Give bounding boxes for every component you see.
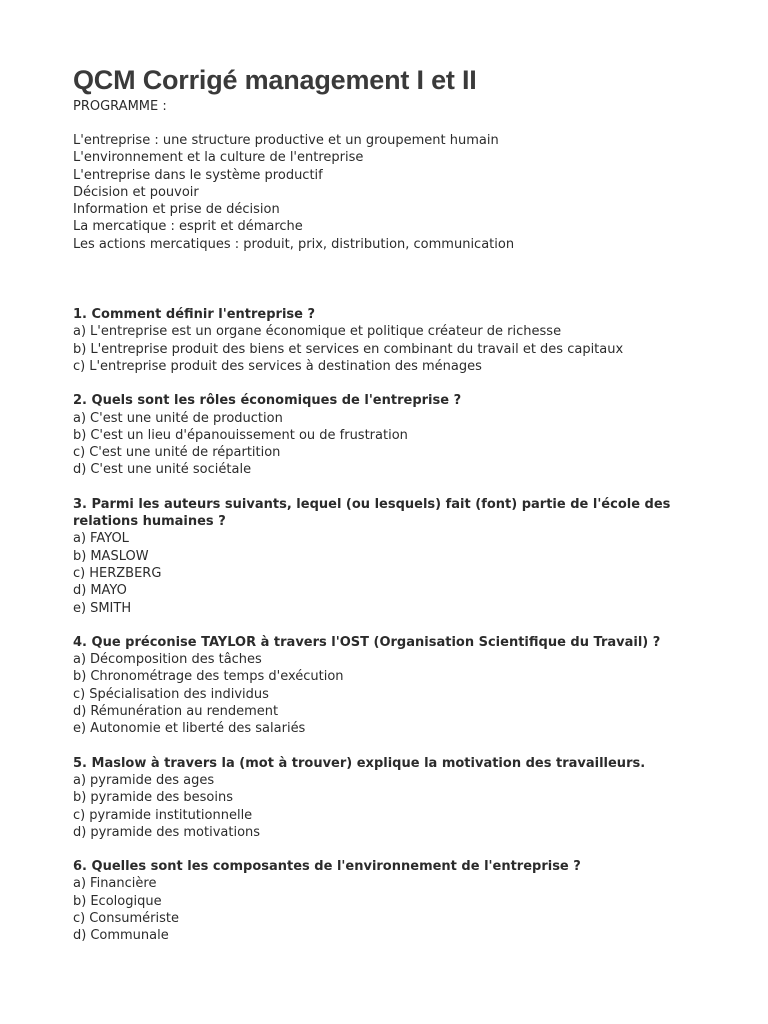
option-letter: c) [73, 807, 86, 823]
question-number: 2. [73, 393, 87, 409]
question-number: 6. [73, 859, 87, 875]
question-label: Comment définir l'entreprise ? [91, 307, 316, 323]
question-number: 5. [73, 755, 87, 771]
option-item [73, 789, 723, 806]
option-item [73, 686, 723, 703]
option-letter: a) [73, 531, 87, 547]
program-item: Les actions mercatiques : produit, prix, distribution, communication [73, 236, 515, 252]
option-letter: b) [73, 669, 87, 685]
option-list [73, 651, 723, 737]
option-item [73, 910, 723, 927]
option-letter: d) [73, 704, 87, 720]
question-number: 3. [73, 496, 87, 512]
option-item [73, 548, 723, 565]
question-text [73, 306, 723, 323]
option-item [73, 323, 723, 340]
option-item [73, 530, 723, 547]
option-text: Ecologique [90, 893, 162, 909]
option-letter: c) [73, 686, 86, 702]
option-text: MAYO [90, 583, 127, 599]
question-text [73, 858, 723, 875]
question-list [73, 306, 723, 945]
question-label: Maslow à travers la (mot à trouver) explique la motivation des travailleurs. [91, 755, 646, 771]
question-3 [73, 496, 723, 617]
option-text: Financière [90, 876, 157, 892]
question-text [73, 496, 723, 531]
question-label: Parmi les auteurs suivants, lequel (ou lesquels) fait (font) partie de l'école des relations humaines ? [73, 496, 671, 530]
program-item: L'entreprise : une structure productive et un groupement humain [73, 133, 499, 148]
question-5 [73, 755, 723, 841]
option-letter: d) [73, 462, 87, 478]
option-letter: e) [73, 721, 87, 737]
option-item [73, 427, 723, 444]
option-list [73, 410, 723, 479]
question-label: Que préconise TAYLOR à travers l'OST (Organisation Scientifique du Travail) ? [91, 634, 661, 650]
option-item [73, 358, 723, 375]
option-text: C'est une unité de production [90, 410, 283, 426]
option-item [73, 893, 723, 910]
option-letter: a) [73, 652, 87, 668]
option-item [73, 600, 723, 617]
option-letter: b) [73, 893, 87, 909]
option-item [73, 668, 723, 685]
option-text: L'entreprise est un organe économique et politique créateur de richesse [90, 324, 562, 340]
option-text: pyramide des besoins [90, 790, 233, 806]
question-2 [73, 392, 723, 478]
option-letter: a) [73, 410, 87, 426]
option-text: Rémunération au rendement [90, 704, 279, 720]
document-title: QCM Corrigé management I et II [73, 65, 477, 95]
program-label: PROGRAMME : [73, 99, 167, 114]
option-item [73, 875, 723, 892]
option-text: C'est un lieu d'épanouissement ou de frustration [90, 427, 408, 443]
option-list [73, 323, 723, 375]
option-text: C'est une unité sociétale [90, 462, 252, 478]
option-letter: a) [73, 876, 87, 892]
program-item: La mercatique : esprit et démarche [73, 219, 303, 235]
option-item [73, 410, 723, 427]
option-text: FAYOL [90, 531, 129, 547]
option-letter: c) [73, 565, 86, 581]
option-item [73, 807, 723, 824]
option-item [73, 651, 723, 668]
program-item: Décision et pouvoir [73, 184, 199, 200]
option-text: HERZBERG [89, 565, 162, 581]
option-item [73, 703, 723, 720]
option-list [73, 875, 723, 944]
question-label: Quelles sont les composantes de l'environnement de l'entreprise ? [91, 859, 581, 875]
question-1 [73, 306, 723, 375]
option-text: L'entreprise produit des biens et services en combinant du travail et des capitaux [90, 341, 624, 357]
question-text [73, 755, 723, 772]
option-text: Communale [90, 928, 169, 944]
option-item [73, 444, 723, 461]
question-4 [73, 634, 723, 738]
option-letter: d) [73, 928, 87, 944]
option-text: Consumériste [89, 910, 180, 926]
option-text: Spécialisation des individus [89, 686, 269, 702]
option-text: MASLOW [90, 548, 149, 564]
option-letter: b) [73, 427, 87, 443]
program-item: Information et prise de décision [73, 202, 280, 218]
question-label: Quels sont les rôles économiques de l'entreprise ? [91, 393, 462, 409]
option-text: Autonomie et liberté des salariés [90, 721, 306, 737]
option-item [73, 824, 723, 841]
option-list [73, 530, 723, 616]
option-letter: e) [73, 600, 87, 616]
option-letter: b) [73, 790, 87, 806]
question-number: 4. [73, 634, 87, 650]
option-item [73, 341, 723, 358]
question-number: 1. [73, 307, 87, 323]
question-text [73, 392, 723, 409]
option-text: pyramide des ages [90, 772, 215, 788]
program-item: L'entreprise dans le système productif [73, 167, 323, 183]
question-6 [73, 858, 723, 944]
option-letter: b) [73, 548, 87, 564]
question-text [73, 634, 723, 651]
option-list [73, 772, 723, 841]
option-letter: d) [73, 583, 87, 599]
option-item [73, 927, 723, 944]
program-item: L'environnement et la culture de l'entreprise [73, 150, 364, 166]
option-letter: c) [73, 358, 86, 374]
option-letter: a) [73, 324, 87, 340]
option-item [73, 565, 723, 582]
option-text: C'est une unité de répartition [89, 445, 281, 461]
option-letter: c) [73, 445, 86, 461]
option-text: Chronométrage des temps d'exécution [90, 669, 344, 685]
option-item [73, 582, 723, 599]
option-text: pyramide institutionnelle [89, 807, 253, 823]
option-item [73, 461, 723, 478]
document-page [73, 62, 723, 962]
option-letter: d) [73, 824, 87, 840]
option-item [73, 720, 723, 737]
option-text: Décomposition des tâches [90, 652, 262, 668]
option-letter: c) [73, 910, 86, 926]
option-letter: a) [73, 772, 87, 788]
program-list [73, 132, 723, 253]
option-item [73, 772, 723, 789]
option-text: SMITH [90, 600, 132, 616]
option-letter: b) [73, 341, 87, 357]
option-text: pyramide des motivations [90, 824, 261, 840]
option-text: L'entreprise produit des services à destination des ménages [89, 358, 482, 374]
